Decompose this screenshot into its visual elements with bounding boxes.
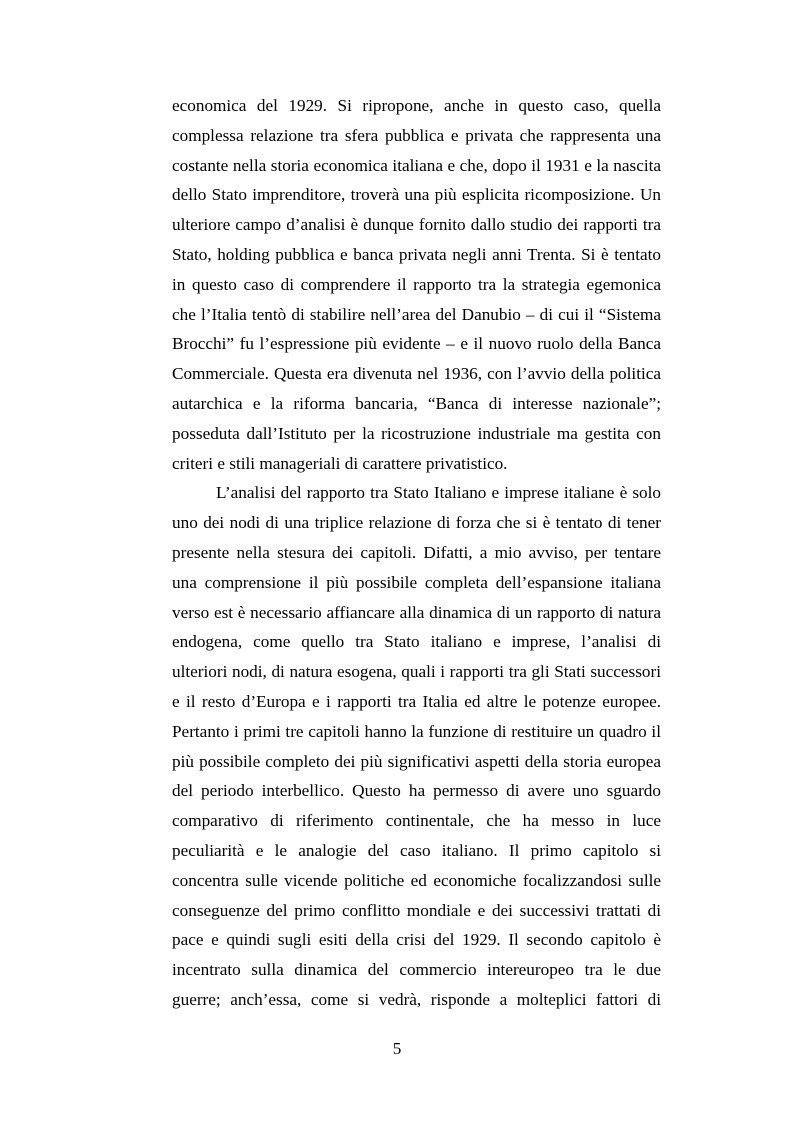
text-line: concentra sulle vicende politiche ed economiche focalizzandosi sulle	[172, 870, 661, 890]
text-line: comparativo di riferimento continentale, che ha messo in luce	[172, 811, 661, 831]
text-line: conseguenze del primo conflitto mondiale e dei successivi trattati di	[172, 900, 661, 920]
text-line: uno dei nodi di una triplice relazione di forza che si è tentato di tener	[172, 513, 661, 533]
paragraph	[172, 478, 661, 1014]
text-line: complessa relazione tra sfera pubblica e privata che rappresenta una	[172, 125, 661, 145]
text-line: economica del 1929. Si ripropone, anche in questo caso, quella	[172, 96, 661, 115]
paragraph	[172, 91, 661, 478]
text-line: verso est è necessario affiancare alla dinamica di un rapporto di natura	[172, 602, 661, 622]
text-line: ulteriori nodi, di natura esogena, quali i rapporti tra gli Stati successori	[172, 662, 661, 682]
text-line: Pertanto i primi tre capitoli hanno la funzione di restituire un quadro il	[172, 721, 661, 741]
text-line: incentrato sulla dinamica del commercio intereuropeo tra le due	[172, 960, 661, 980]
text-line: e il resto d’Europa e i rapporti tra Italia ed altre le potenze europee.	[172, 691, 661, 711]
text-line: costante nella storia economica italiana e che, dopo il 1931 e la nascita	[172, 155, 661, 175]
text-line: posseduta dall’Istituto per la ricostruzione industriale ma gestita con	[172, 423, 661, 443]
text-line: una comprensione il più possibile completa dell’espansione italiana	[172, 572, 661, 592]
text-line: peculiarità e le analogie del caso italiano. Il primo capitolo si	[172, 840, 661, 860]
text-line: Commerciale. Questa era divenuta nel 1936, con l’avvio della politica	[172, 364, 661, 384]
page-number: 5	[392, 1039, 402, 1058]
body-text	[172, 91, 661, 1015]
text-line: criteri e stili manageriali di carattere privatistico.	[172, 453, 508, 473]
text-line: autarchica e la riforma bancaria, “Banca di interesse nazionale”;	[172, 393, 661, 413]
text-line: ulteriore campo d’analisi è dunque fornito dallo studio dei rapporti tra	[172, 215, 661, 235]
text-line: più possibile completo dei più significativi aspetti della storia europea	[172, 751, 661, 771]
text-line: endogena, come quello tra Stato italiano e imprese, l’analisi di	[172, 632, 661, 652]
text-line: in questo caso di comprendere il rapporto tra la strategia egemonica	[172, 274, 661, 294]
text-line: guerre; anch’essa, come si vedrà, risponde a molteplici fattori di	[172, 989, 661, 1009]
text-line: dello Stato imprenditore, troverà una più esplicita ricomposizione. Un	[172, 185, 661, 205]
text-line: pace e quindi sugli esiti della crisi del 1929. Il secondo capitolo è	[172, 930, 661, 950]
text-line: che l’Italia tentò di stabilire nell’area del Danubio – di cui il “Sistema	[172, 304, 661, 324]
text-line: Stato, holding pubblica e banca privata negli anni Trenta. Si è tentato	[172, 244, 661, 264]
text-line: presente nella stesura dei capitoli. Difatti, a mio avviso, per tentare	[172, 542, 661, 562]
text-line: del periodo interbellico. Questo ha permesso di avere uno sguardo	[172, 781, 661, 801]
text-line: Brocchi” fu l’espressione più evidente – e il nuovo ruolo della Banca	[172, 334, 661, 354]
text-line: L’analisi del rapporto tra Stato Italiano e imprese italiane è solo	[216, 483, 661, 503]
